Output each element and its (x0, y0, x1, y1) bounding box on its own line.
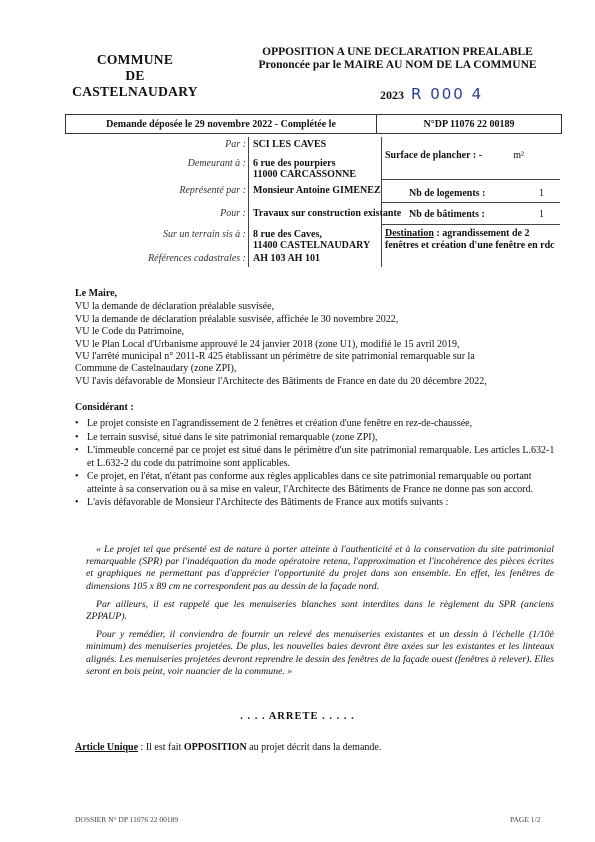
logements-row (385, 188, 560, 199)
arrete-number (380, 85, 483, 103)
article-label: Article Unique (75, 742, 139, 753)
address-line1: 6 rue des pourpiers (253, 158, 336, 169)
applicant-name: SCI LES CAVES (253, 139, 327, 150)
vu-line: Commune de Castelnaudary (zone ZPI), (75, 363, 237, 375)
row-divider (381, 179, 560, 180)
deposit-date: Demande déposée le 29 novembre 2022 - Complétée le (66, 115, 377, 133)
label-references: Références cadastrales : (148, 253, 246, 264)
label-par: Par : (225, 139, 246, 150)
considerant-title: Considérant : (75, 402, 134, 413)
arrete-heading: . . . . ARRETE . . . . . (240, 711, 355, 722)
row-divider (381, 202, 560, 203)
commune-line: DE (125, 68, 145, 83)
article-keyword: OPPOSITION (183, 742, 247, 753)
commune-header (55, 52, 215, 100)
vu-line: VU l'avis défavorable de Monsieur l'Architecte des Bâtiments de France en date du 20 décembre 2022, (75, 375, 487, 387)
quote-paragraph: Par ailleurs, il est rappelé que les menuiseries blanches sont interdites dans le règlement du SPR (anciens ZPPAUP). (86, 598, 554, 623)
document-title (245, 46, 550, 72)
vu-line: VU le Code du Patrimoine, (75, 326, 185, 338)
purpose: Travaux sur construction existante (253, 208, 402, 219)
list-item: • Le terrain susvisé, situé dans le site patrimonial remarquable (zone ZPI), (75, 432, 555, 444)
label-represente: Représenté par : (179, 185, 246, 196)
destination-label: Destination (385, 228, 434, 239)
vu-line: VU la demande de déclaration préalable susvisée, affichée le 30 novembre 2022, (75, 313, 399, 325)
list-item: • Le projet consiste en l'agrandissement de 2 fenêtres et création d'une fenêtre en rez-de-chaussée, (75, 418, 555, 430)
batiments-value: 1 (539, 209, 544, 220)
vu-section (75, 288, 555, 388)
site-line1: 8 rue des Caves, (253, 229, 322, 240)
opposition-subtitle: Prononcée par le MAIRE AU NOM DE LA COMMUNE (258, 59, 537, 71)
site-line2: 11400 CASTELNAUDARY (253, 240, 371, 251)
commune-line: CASTELNAUDARY (72, 84, 198, 99)
destination-text: : agrandissement de 2 fenêtres et création d'une fenêtre en rdc (385, 228, 555, 251)
column-divider (248, 137, 249, 267)
label-pour: Pour : (220, 208, 246, 219)
article-unique (75, 742, 381, 753)
considerant-heading (75, 402, 134, 414)
commune-line: COMMUNE (96, 52, 174, 67)
article-text-end: au projet décrit dans la demande. (246, 742, 382, 753)
label-demeurant: Demeurant à : (187, 158, 246, 169)
cadastral-refs: AH 103 AH 101 (253, 253, 320, 264)
surface-label: Surface de plancher : - (385, 150, 483, 161)
representative: Monsieur Antoine GIMENEZ (253, 185, 381, 196)
list-item: • L'immeuble concerné par ce projet est situé dans le périmètre d'un site patrimonial remarquable. Les articles L.632-1 et L.632-2 du code du patrimoine sont applicables. (75, 445, 555, 469)
list-item: • Ce projet, en l'état, n'étant pas conforme aux règles applicables dans ce site patrimonial remarquable ou portant atteinte à sa conservation ou à sa mise en valeur, l'Architecte des Bâtiments de France ne donne pas son accord. (75, 471, 555, 495)
quote-paragraph: « Le projet tel que présenté est de nature à porter atteinte à l'authenticité et à la conservation du site patrimonial remarquable (SPR) par l'inadéquation du mode opératoire retenu, l'approximation et l'incohérence des pièces écrites et graphiques ne permettant pas d'apprécier l'opportunité du projet dans son ensemble. En effet, les fenêtres de dimensions 105 x 89 cm ne correspondent pas au dessin de la façade nord. (86, 544, 554, 592)
surface-row (385, 150, 560, 161)
batiments-label: Nb de bâtiments : (409, 209, 485, 220)
footer-page: PAGE 1/2 (510, 815, 541, 824)
vu-line: VU l'arrêté municipal n° 2011-R 425 établissant un périmètre de site patrimonial remarquable sur la (75, 351, 475, 363)
request-header-table (65, 114, 562, 134)
article-text: : Il est fait (138, 742, 184, 753)
address-line2: 11000 CARCASSONNE (253, 169, 357, 180)
logements-value: 1 (539, 188, 544, 199)
logements-label: Nb de logements : (409, 188, 486, 199)
dp-number: N°DP 11076 22 00189 (423, 118, 515, 130)
vu-line: VU le Plan Local d'Urbanisme approuvé le 24 janvier 2018 (zone U1), modifié le 15 avril 2019, (75, 338, 460, 350)
handwritten-number: R 000 4 (411, 85, 484, 103)
row-divider (381, 224, 560, 225)
year: 2023 (380, 88, 404, 102)
list-item: • L'avis défavorable de Monsieur l'Architecte des Bâtiments de France aux motifs suivants : (75, 497, 555, 509)
surface-unit: m² (513, 150, 524, 161)
applicant-info (65, 137, 560, 267)
destination-row (385, 228, 560, 252)
quote-paragraph: Pour y remédier, il conviendra de fournir un relevé des menuiseries existantes et un dessin à l'échelle (1/10è minimum) des menuiseries projetées. De plus, les nouvelles baies devront être axées sur les existantes et les linteaux alignés. Les menuiseries projetées devront reprendre le dessin des fenêtres de la façade ouest (fenêtres à relever). Elles seront en bois peint, voir nuancier de la commune. » (86, 629, 554, 677)
label-terrain: Sur un terrain sis à : (162, 229, 246, 240)
opposition-title: OPPOSITION A UNE DECLARATION PREALABLE (262, 46, 533, 58)
vu-heading: Le Maire, (75, 288, 118, 299)
footer-dossier: DOSSIER N° DP 11076 22 00189 (75, 815, 179, 824)
abf-quote (86, 544, 554, 684)
considerant-list (75, 418, 555, 511)
batiments-row (385, 209, 560, 220)
vu-line: VU la demande de déclaration préalable susvisée, (75, 301, 275, 313)
